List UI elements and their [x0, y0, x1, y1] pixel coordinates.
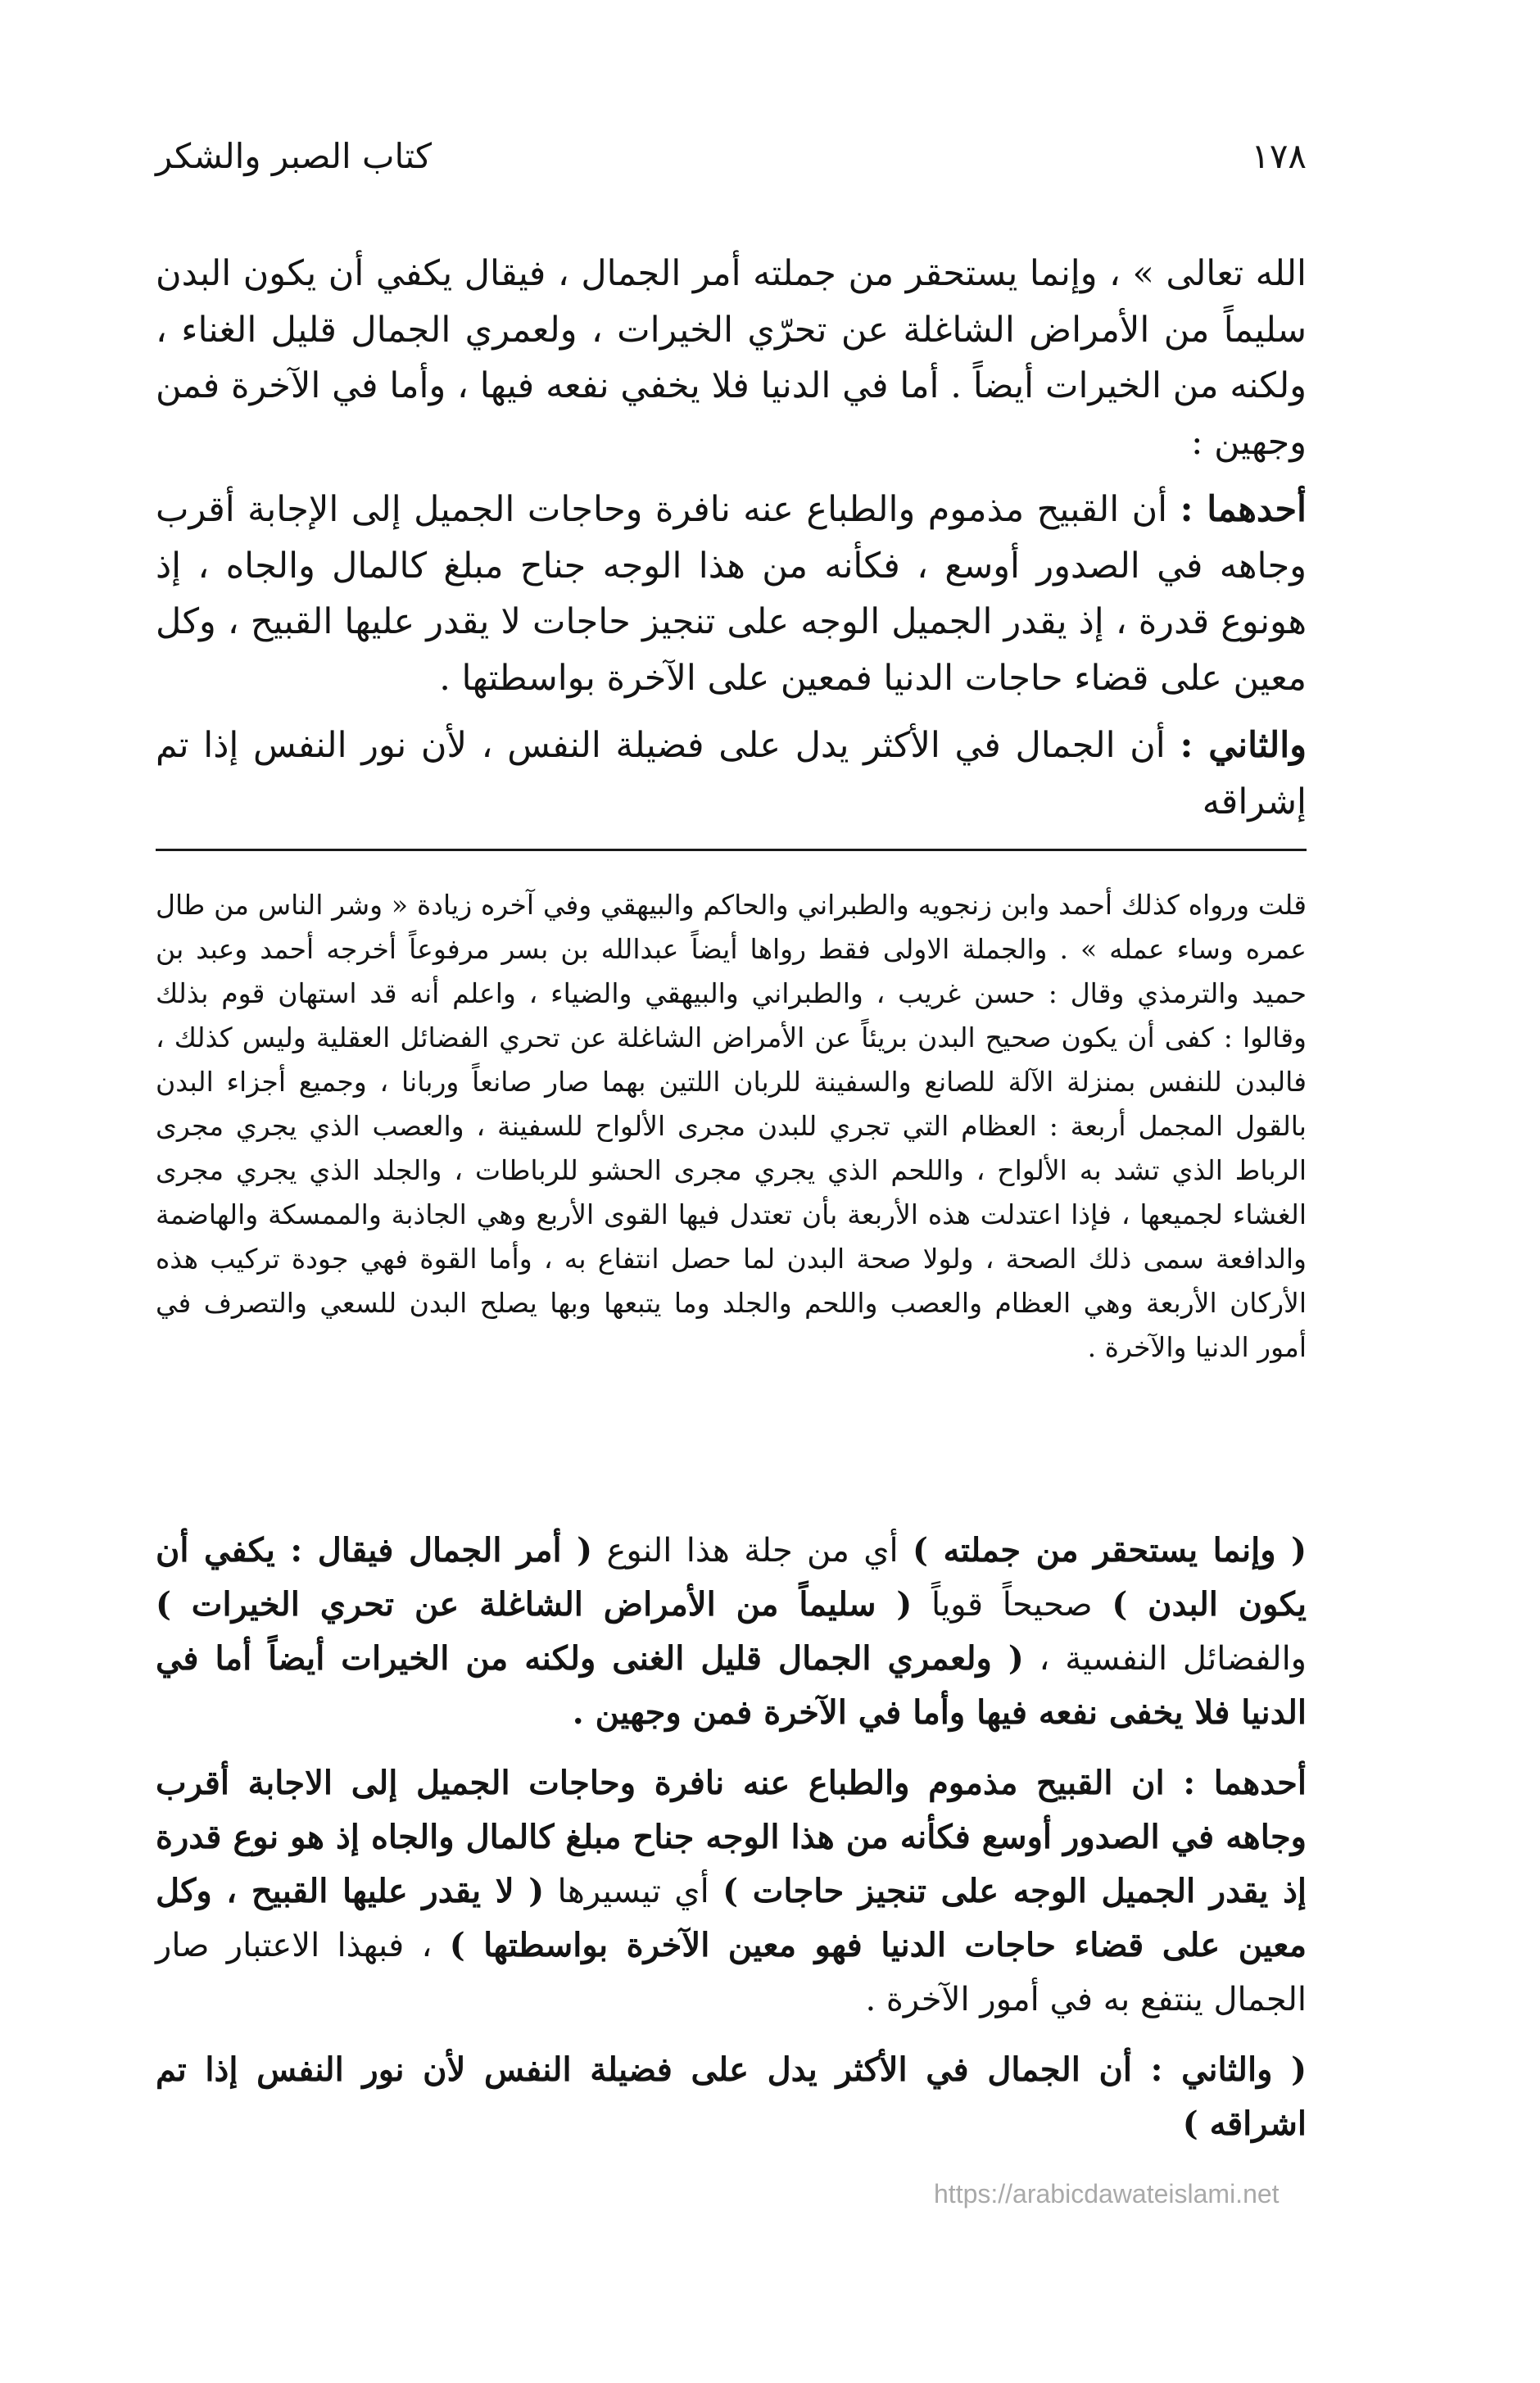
para-lead-second: والثاني :	[1180, 725, 1307, 766]
commentary	[156, 1524, 1307, 2168]
footnote-divider	[156, 849, 1307, 851]
main-paragraph-2: أحدهما : أن القبيح مذموم والطباع عنه نافرة وحاجات الجميل إلى الإجابة أقرب وجاهه في الصدور أوسع ، فكأنه من هذا الوجه جناح مبلغ كالمال والجاه ، إذ هونوع قدرة ، إذ يقدر الجميل الوجه على تنجيز حاجات لا يقدر عليها القبيح ، وكل معين على قضاء حاجات الدنيا فمعين على الآخرة بواسطتها .	[156, 489, 1307, 699]
book-title: كتاب الصبر والشكر	[156, 135, 433, 176]
para-lead-first: أحدهما :	[1180, 489, 1307, 530]
footnote-text: قلت ورواه كذلك أحمد وابن زنجويه والطبراني والحاكم والبيهقي وفي آخره زيادة « وشر الناس من طال عمره وساء عمله » . والجملة الاولى فقط رواها أيضاً عبدالله بن بسر مرفوعاً أخرجه أحمد وعبد بن حميد والترمذي وقال : حسن غريب ، والطبراني والبيهقي والضياء ، واعلم أنه قد استهان قوم بذلك وقالوا : كفى أن يكون صحيح البدن بريئاً عن الأمراض الشاغلة عن تحري الفضائل العقلية وليس كذلك ، فالبدن للنفس بمنزلة الآلة للصانع والسفينة للربان اللتين بهما صار صانعاً وربانا ، وجميع أجزاء البدن بالقول المجمل أربعة : العظام التي تجري للبدن مجرى الألواح للسفينة ، والعصب الذي يجري مجرى الرباط الذي تشد به الألواح ، واللحم الذي يجري مجرى الحشو للرباطات ، والجلد الذي يجري مجرى الغشاء لجميعها ، فإذا اعتدلت هذه الأربعة بأن تعتدل فيها القوى الأربع وهي الجاذبة والممسكة والهاضمة والدافعة سمى ذلك الصحة ، ولولا صحة البدن لما حصل انتفاع به ، وأما القوة فهي جودة تركيب هذه الأركان الأربعة وهي العظام والعصب واللحم والجلد وما يتبعها وبها يصلح البدن للسعي والتصرف في أمور الدنيا والآخرة .	[156, 889, 1307, 1363]
main-text	[156, 246, 1307, 841]
commentary-paragraph-3: ( والثاني : أن الجمال في الأكثر يدل على فضيلة النفس لأن نور النفس إذا تم اشراقه )	[156, 2050, 1307, 2143]
main-paragraph-3: والثاني : أن الجمال في الأكثر يدل على فضيلة النفس ، لأن نور النفس إذا تم إشراقه	[156, 725, 1307, 822]
watermark-url: https://arabicdawateislami.net	[934, 2179, 1280, 2209]
main-paragraph-1: الله تعالى » ، وإنما يستحقر من جملته أمر الجمال ، فيقال يكفي أن يكون البدن سليماً من الأمراض الشاغلة عن تحرّي الخيرات ، ولعمري الجمال قليل الغناء ، ولكنه من الخيرات أيضاً . أما في الدنيا فلا يخفي نفعه فيها ، وأما في الآخرة فمن وجهين :	[156, 253, 1307, 463]
commentary-paragraph-2: أحدهما : ان القبيح مذموم والطباع عنه نافرة وحاجات الجميل إلى الاجابة أقرب وجاهه في الصدور أوسع فكأنه من هذا الوجه جناح مبلغ كالمال والجاه إذ هو نوع قدرة إذ يقدر الجميل الوجه على تنجيز حاجات ) أي تيسيرها ( لا يقدر عليها القبيح ، وكل معين على قضاء حاجات الدنيا فهو معين الآخرة بواسطتها ) ، فبهذا الاعتبار صار الجمال ينتفع به في أمور الآخرة .	[156, 1764, 1307, 2018]
footnote	[156, 883, 1307, 1370]
page-header	[156, 123, 1307, 188]
commentary-paragraph-1: ( وإنما يستحقر من جملته ) أي من جلة هذا النوع ( أمر الجمال فيقال : يكفي أن يكون البدن ) صحيحاً قوياً ( سليماً من الأمراض الشاغلة عن تحري الخيرات ) والفضائل النفسية ، ( ولعمري الجمال قليل الغنى ولكنه من الخيرات أيضاً أما في الدنيا فلا يخفى نفعه فيها وأما في الآخرة فمن وجهين .	[156, 1531, 1307, 1732]
page-number: ١٧٨	[1251, 135, 1307, 176]
